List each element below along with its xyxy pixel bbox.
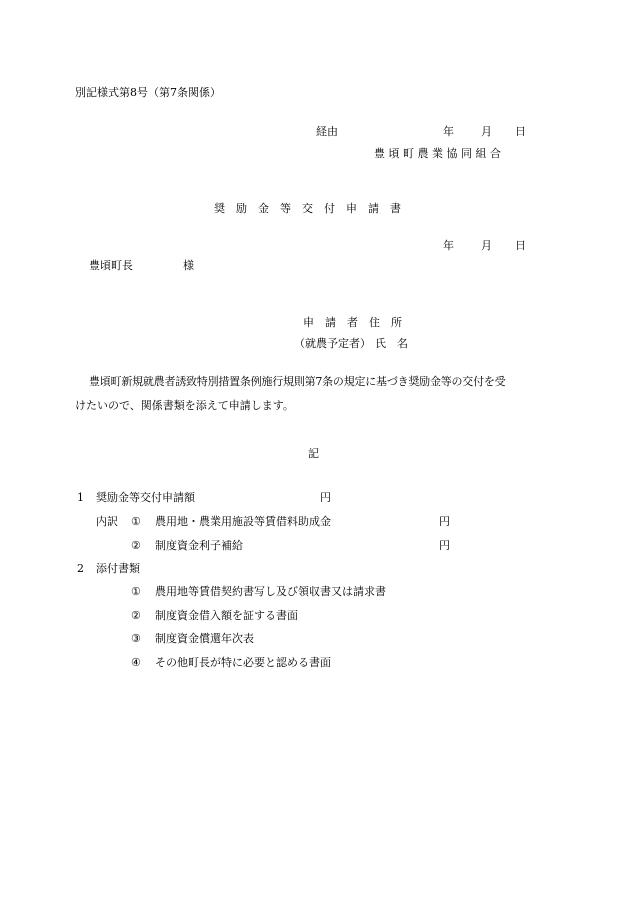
body-text-line2: けたいので、関係書類を添えて申請します。 (75, 399, 294, 412)
addressee-honorific: 様 (183, 259, 194, 272)
cooperative-name: 豊 頃 町 農 業 協 同 組 合 (374, 147, 501, 160)
breakdown-label: 内訳 (96, 515, 118, 528)
attachment-4-label: その他町長が特に必要と認める書面 (155, 656, 331, 669)
date-top-day: 日 (515, 125, 526, 138)
sub-item-2-unit: 円 (439, 539, 450, 552)
body-text-line1: 豊頃町新規就農者誘致特別措置条例施行規則第7条の規定に基づき奨励金等の交付を受 (89, 375, 506, 388)
date-second-day: 日 (515, 239, 526, 252)
applicant-prefix: （就農予定者） (294, 337, 371, 350)
applicant-address-label: 申 請 者 住 所 (303, 316, 402, 329)
attachment-4-marker: ④ (131, 656, 141, 669)
applicant-name-label: 氏 名 (375, 337, 408, 350)
date-top-month: 月 (481, 125, 492, 138)
sub-item-1-unit: 円 (439, 515, 450, 528)
item2-label: 添付書類 (96, 562, 140, 575)
item2-number: 2 (77, 562, 84, 575)
date-top-year: 年 (443, 125, 454, 138)
sub-item-2-label: 制度資金利子補給 (155, 539, 243, 552)
via-label: 経由 (316, 125, 338, 138)
sub-item-1-label: 農用地・農業用施設等賃借料助成金 (155, 515, 331, 528)
item1-unit: 円 (320, 491, 331, 504)
form-label: 別記様式第8号（第7条関係） (75, 86, 221, 99)
attachment-3-label: 制度資金償還年次表 (155, 632, 254, 645)
attachment-2-label: 制度資金借入額を証する書面 (155, 609, 298, 622)
attachment-1-marker: ① (131, 585, 141, 598)
attachment-1-label: 農用地等賃借契約書写し及び領収書又は請求書 (155, 585, 386, 598)
sub-item-1-marker: ① (131, 515, 141, 528)
sub-item-2-marker: ② (131, 539, 141, 552)
date-second-month: 月 (481, 239, 492, 252)
item1-number: 1 (77, 491, 84, 504)
document-title: 奨 励 金 等 交 付 申 請 書 (214, 202, 401, 215)
date-second-year: 年 (443, 239, 454, 252)
item1-label: 奨励金等交付申請額 (96, 491, 195, 504)
ki-heading: 記 (308, 447, 319, 460)
attachment-2-marker: ② (131, 609, 141, 622)
addressee-name: 豊頃町長 (89, 259, 133, 272)
attachment-3-marker: ③ (131, 632, 141, 645)
